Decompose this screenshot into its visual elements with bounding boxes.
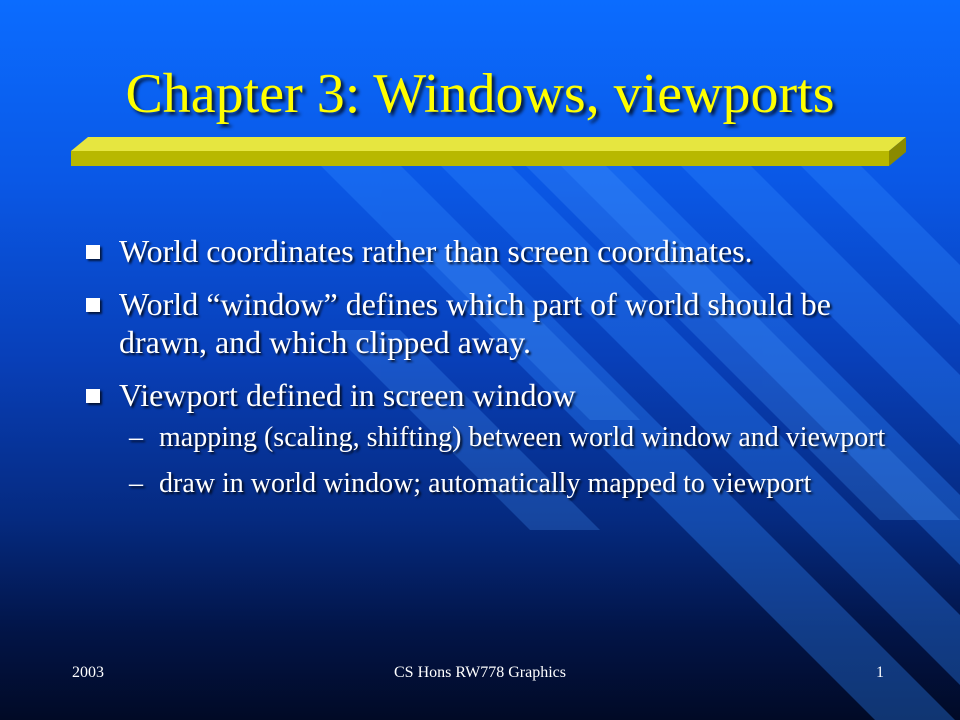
bullet-item [86,232,886,270]
sub-bullet-item [86,467,886,500]
dash-marker: – [129,468,143,499]
bullet-item [86,285,886,361]
square-bullet-icon [86,245,100,259]
sub-bullet-text: draw in world window; automatically mapped to viewport [159,468,812,499]
bullet-text: World “window” defines which part of world should be drawn, and which clipped away. [119,286,831,360]
sub-bullet-text: mapping (scaling, shifting) between world window and viewport [159,422,886,453]
footer-course: CS Hons RW778 Graphics [394,664,566,681]
slide-title: Chapter 3: Windows, viewports [125,63,835,125]
square-bullet-icon [86,298,100,312]
dash-marker: – [129,422,143,453]
bullet-item [86,376,886,414]
bullet-list [86,232,886,513]
square-bullet-icon [86,389,100,403]
footer-date: 2003 [72,664,104,681]
footer-page-number: 1 [876,664,884,681]
bullet-text: World coordinates rather than screen coordinates. [119,233,753,269]
bullet-text: Viewport defined in screen window [119,377,576,413]
sub-bullet-item [86,421,886,454]
